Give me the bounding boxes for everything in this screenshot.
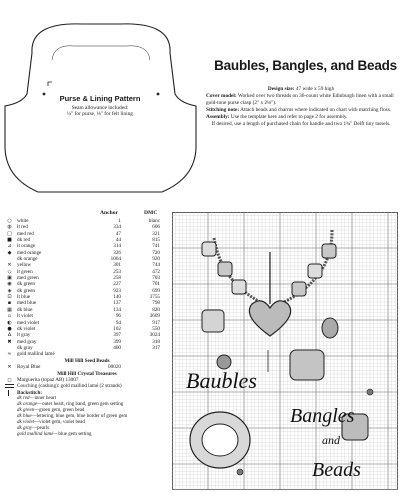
backstitch-title: Backstitch: bbox=[17, 389, 43, 396]
key-row bbox=[4, 351, 170, 357]
key-dmc-number: 3755 bbox=[149, 294, 160, 301]
key-anchor-number: 137 bbox=[113, 300, 121, 307]
key-color-name: dk green bbox=[17, 287, 36, 294]
backstitch-row bbox=[4, 390, 170, 396]
purse-pattern-note bbox=[38, 105, 162, 117]
key-anchor-number: 397 bbox=[113, 332, 121, 339]
cover-model-label: Cover model: bbox=[206, 93, 237, 100]
key-color-name: med red bbox=[17, 230, 34, 237]
key-symbol: ▣ bbox=[7, 275, 12, 282]
seam-note-values: ¼" for purse, ⅛" for felt lining bbox=[67, 111, 133, 118]
key-anchor-number: 334 bbox=[113, 224, 121, 231]
color-key bbox=[4, 210, 170, 438]
key-symbol: ▪ bbox=[7, 300, 12, 307]
backstitch-color: dk violet bbox=[17, 420, 35, 426]
key-symbol: ≈ bbox=[7, 351, 12, 358]
key-anchor-number: 47 bbox=[115, 230, 121, 237]
backstitch-list bbox=[4, 396, 170, 438]
backstitch-description: —green gem, green bead bbox=[34, 408, 85, 414]
key-color-name: med blue bbox=[17, 300, 37, 307]
assembly-label: Assembly: bbox=[206, 114, 230, 121]
key-color-name: med green bbox=[17, 275, 39, 282]
key-symbol: ◇ bbox=[7, 268, 12, 275]
key-anchor-number: 140 bbox=[113, 294, 121, 301]
backstitch-symbol bbox=[8, 390, 9, 396]
key-symbol: ◍ bbox=[7, 224, 12, 231]
seed-beads-title: Mill Hill Seed Beads bbox=[64, 357, 110, 364]
key-color-name: lt violet bbox=[17, 313, 33, 320]
key-anchor-number: 102 bbox=[113, 325, 121, 332]
design-size-label: Design size: bbox=[267, 86, 295, 92]
backstitch-color: dk green bbox=[17, 408, 35, 414]
key-anchor-number: 253 bbox=[113, 268, 121, 275]
backstitch-color: dk blue bbox=[17, 414, 32, 420]
key-anchor-number: 96 bbox=[115, 313, 121, 320]
couching-symbol bbox=[5, 384, 14, 388]
backstitch-description: —outer heart, ring band, green gem setting bbox=[37, 402, 124, 408]
key-color-name: lt red bbox=[17, 224, 28, 231]
key-symbol: ✖ bbox=[7, 338, 12, 345]
key-anchor-number: 1004 bbox=[110, 256, 121, 263]
key-symbol: ⊡ bbox=[7, 294, 12, 301]
purse-lining-pattern bbox=[2, 8, 198, 196]
key-symbol: ◈ bbox=[7, 287, 12, 294]
key-symbol: ✕ bbox=[7, 262, 12, 269]
key-dmc-number: 720 bbox=[152, 249, 160, 256]
key-color-name: dk blue bbox=[17, 306, 33, 313]
page-title: Baubles, Bangles, and Beads bbox=[214, 58, 397, 73]
key-color-name: lt orange bbox=[17, 243, 36, 250]
key-symbol: ■ bbox=[7, 237, 12, 244]
key-dmc-number: 318 bbox=[152, 338, 160, 345]
dmc-column-header: DMC bbox=[144, 210, 158, 216]
design-size-row bbox=[206, 86, 396, 93]
key-symbol: ◐ bbox=[7, 319, 12, 326]
design-size-value: 47 wide x 59 high bbox=[295, 86, 335, 92]
key-color-name: Royal Blue bbox=[17, 364, 41, 371]
key-dmc-number: 744 bbox=[152, 262, 160, 269]
key-dmc-number: 920 bbox=[152, 256, 160, 263]
cover-model-value: Worked over two threads on 36-count white Edinburgh linen with a small gold-tone purse clasp (2" x 2⅛"). bbox=[206, 93, 394, 106]
backstitch-color: dk red bbox=[17, 396, 30, 402]
key-dmc-number: 3609 bbox=[149, 313, 160, 320]
backstitch-color: gold mallind lamé bbox=[17, 432, 54, 438]
backstitch-description: —lettering, blue gem, blue border of green gem bbox=[31, 414, 128, 420]
key-dmc-number: 3024 bbox=[149, 332, 160, 339]
stitch-chart bbox=[172, 212, 398, 490]
stitch-chart-grid bbox=[172, 212, 398, 490]
key-symbol: ● bbox=[7, 325, 12, 332]
seed-bead-list bbox=[4, 364, 170, 370]
anchor-column-header: Anchor bbox=[100, 210, 119, 216]
key-dmc-number: 820 bbox=[152, 306, 160, 313]
backstitch-item bbox=[4, 432, 170, 438]
purse-pattern-title: Purse & Lining Pattern bbox=[59, 94, 141, 103]
backstitch-description: —inner heart bbox=[29, 396, 56, 402]
key-anchor-number: 923 bbox=[113, 287, 121, 294]
floss-list bbox=[4, 218, 170, 358]
key-color-name: lt green bbox=[17, 268, 33, 275]
key-color-name: Marguerita (topaz AB) 13007 bbox=[17, 377, 79, 384]
key-anchor-number: 326 bbox=[113, 249, 121, 256]
stitching-note-label: Stitching note: bbox=[206, 106, 240, 113]
key-color-name: white bbox=[17, 218, 29, 224]
key-symbol: ⊿ bbox=[7, 243, 12, 250]
key-dmc-number: 741 bbox=[152, 243, 160, 250]
stitching-note-value: Attach beads and charms where indicated on chart with matching floss. bbox=[240, 106, 392, 113]
backstitch-description: —violet gem, violet bead bbox=[34, 420, 85, 426]
key-dmc-number: blanc bbox=[148, 218, 160, 224]
key-color-name: gold mallind lamé bbox=[17, 351, 55, 358]
backstitch-color: dk gray bbox=[17, 426, 33, 432]
key-dmc-number: 703 bbox=[152, 275, 160, 282]
seam-note: Seam allowance included: bbox=[71, 105, 129, 111]
design-info bbox=[206, 86, 396, 128]
key-color-name: yellow bbox=[17, 262, 32, 269]
key-symbol: ∆ bbox=[7, 332, 12, 339]
key-symbol: ▦ bbox=[7, 306, 12, 313]
couching-text: Couching (cashing): gold mallind lamé (2 strands) bbox=[17, 383, 122, 390]
key-dmc-number: 699 bbox=[152, 287, 160, 294]
key-anchor-number: 00020 bbox=[108, 364, 121, 371]
key-dmc-number: 317 bbox=[152, 344, 160, 351]
key-row bbox=[4, 364, 170, 370]
key-anchor-number: 134 bbox=[113, 306, 121, 313]
key-anchor-number: 258 bbox=[113, 275, 121, 282]
key-anchor-number: 94 bbox=[115, 319, 121, 326]
stitching-note-row bbox=[206, 107, 396, 114]
key-dmc-number: 472 bbox=[152, 268, 160, 275]
key-symbol: ▫ bbox=[7, 313, 12, 320]
crystal-treasures-title: Mill Hill Crystal Treasures bbox=[57, 370, 117, 377]
key-symbol: ◉ bbox=[7, 281, 12, 288]
key-symbol: ◆ bbox=[7, 249, 12, 256]
key-anchor-number: 44 bbox=[115, 237, 121, 244]
key-color-name: dk red bbox=[17, 237, 31, 244]
key-dmc-number: 321 bbox=[152, 230, 160, 237]
key-anchor-number: 1 bbox=[118, 218, 121, 224]
assembly-row bbox=[206, 114, 396, 127]
key-symbol: ✕ bbox=[7, 364, 12, 371]
key-color-name: dk violet bbox=[17, 325, 36, 332]
key-color-name: med gray bbox=[17, 338, 37, 345]
backstitch-color: dk orange bbox=[17, 402, 38, 408]
chart-word-and: and bbox=[322, 433, 340, 447]
key-color-name: med orange bbox=[17, 249, 42, 256]
key-dmc-number: 917 bbox=[152, 319, 160, 326]
key-dmc-number: 550 bbox=[152, 325, 160, 332]
key-anchor-number: 400 bbox=[113, 344, 121, 351]
key-color-name: dk gray bbox=[17, 344, 33, 351]
key-symbol: ◻ bbox=[7, 377, 12, 384]
key-color-name: lt gray bbox=[17, 332, 31, 339]
key-symbol: ○ bbox=[7, 218, 12, 224]
key-dmc-number: 798 bbox=[152, 300, 160, 307]
key-symbol: □ bbox=[7, 230, 12, 237]
cover-model-row bbox=[206, 93, 396, 106]
key-dmc-number: 606 bbox=[152, 224, 160, 231]
key-color-name: dk orange bbox=[17, 256, 38, 263]
key-anchor-number: 314 bbox=[113, 243, 121, 250]
backstitch-description: —blue gem setting bbox=[53, 432, 92, 438]
key-color-name: med violet bbox=[17, 319, 40, 326]
key-dmc-number: 815 bbox=[152, 237, 160, 244]
key-anchor-number: 301 bbox=[113, 262, 121, 269]
key-color-name: lt blue bbox=[17, 294, 31, 301]
assembly-value: Use the template here and refer to page 2 for assembly. bbox=[230, 114, 348, 121]
key-dmc-number: 701 bbox=[152, 281, 160, 288]
key-header bbox=[4, 210, 170, 218]
backstitch-description: —pearls bbox=[32, 426, 50, 432]
key-anchor-number: 399 bbox=[113, 338, 121, 345]
key-color-name: dk green bbox=[17, 281, 36, 288]
chart-word-baubles: Baubles bbox=[186, 368, 257, 393]
chart-word-bangles: Bangles bbox=[290, 405, 355, 427]
assembly-value-2: If desired, use a length of purchased chain for handle and two 1¾" Delft tiny tassels. bbox=[211, 120, 391, 127]
key-anchor-number: 227 bbox=[113, 281, 121, 288]
chart-word-beads: Beads bbox=[312, 459, 361, 481]
